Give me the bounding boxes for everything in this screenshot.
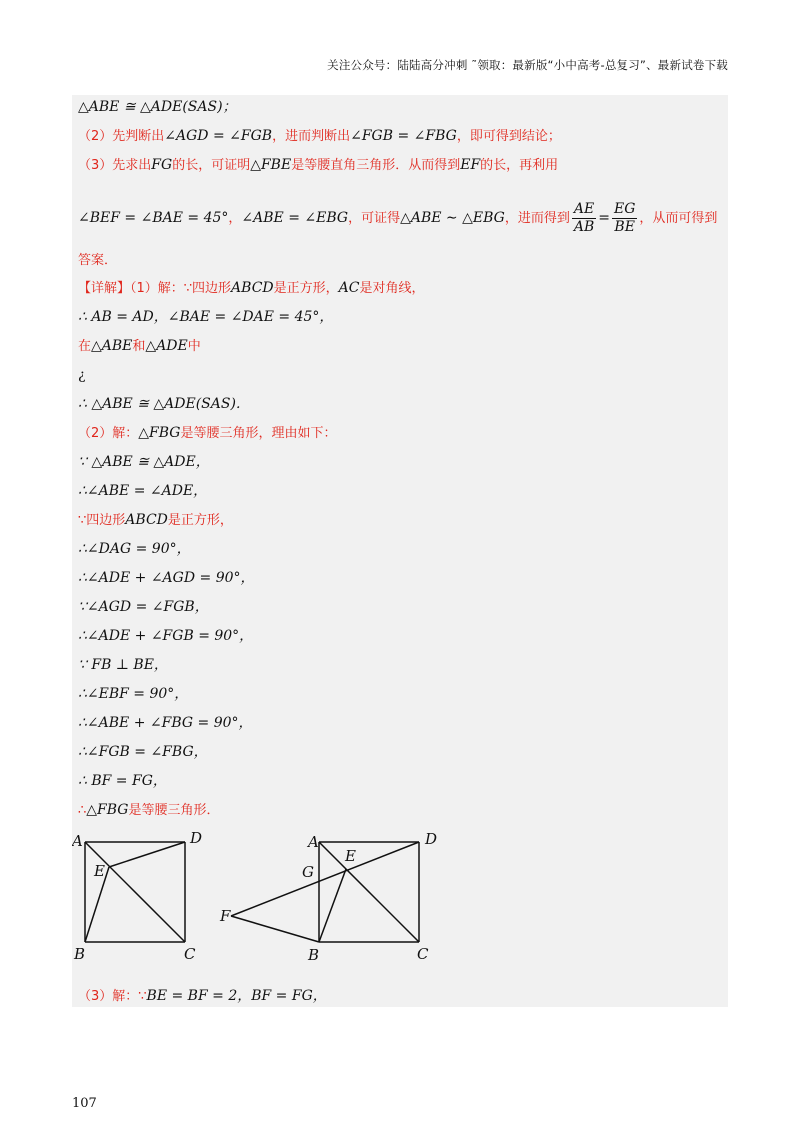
math: △FBG — [138, 425, 181, 441]
fraction-eg-be — [612, 201, 637, 236]
text: ，可证得 — [348, 211, 401, 226]
math: AC — [338, 280, 360, 296]
line-13: ∴∠ABE = ∠ADE， — [78, 483, 208, 499]
label-d: D — [190, 829, 203, 847]
text: ，进而判断出 — [272, 129, 351, 144]
text: ，进而得到 — [504, 211, 570, 226]
math: △ABE — [91, 338, 133, 354]
line-16: ∴∠ADE + ∠AGD = 90°， — [78, 570, 255, 586]
line-18: ∴∠ADE + ∠FGB = 90°， — [78, 628, 254, 644]
line-15: ∴∠DAG = 90°， — [78, 541, 191, 557]
line-22: ∴∠FGB = ∠FBG， — [78, 744, 208, 760]
label-a: A — [308, 833, 319, 851]
line-7: ∴ AB = AD，∠BAE = ∠DAE = 45°， — [78, 309, 334, 325]
label-b: B — [74, 945, 86, 963]
page-number: 107 — [72, 1096, 97, 1111]
math: △FBG — [86, 802, 129, 818]
math: BE = BF = 2，BF = FG， — [146, 988, 327, 1004]
denominator: BE — [614, 218, 635, 235]
math: ∠AGD = ∠FGB — [164, 128, 273, 144]
line-8 — [78, 336, 201, 357]
math: ABCD — [231, 280, 274, 296]
solution-panel — [72, 95, 728, 1007]
math: ∠ABE = ∠EBG — [241, 210, 349, 226]
equals: = — [598, 210, 610, 226]
text: ∵四边形 — [78, 513, 126, 528]
label-b: B — [308, 946, 320, 964]
label-c: C — [184, 945, 196, 963]
diagonal-ac — [319, 842, 419, 942]
line-1: △ABE ≅ △ADE(SAS)； — [78, 99, 237, 115]
math: △ABE ∼ △EBG — [400, 210, 505, 226]
text: （2）解： — [78, 426, 139, 441]
figure-square-1 — [72, 829, 222, 964]
fraction-ae-ab — [572, 201, 596, 236]
text: 是正方形， — [273, 281, 339, 296]
line-23: ∴ BF = FG， — [78, 773, 167, 789]
text: 是对角线， — [359, 281, 425, 296]
line-14 — [78, 510, 233, 531]
text: 的长，可证明 — [172, 158, 251, 173]
line-25 — [78, 986, 327, 1007]
line-10: ∴ △ABE ≅ △ADE(SAS)． — [78, 396, 250, 412]
text: （3）解：∵ — [78, 989, 147, 1004]
label-g: G — [302, 863, 314, 881]
text: （3）先求出 — [78, 158, 152, 173]
math: FG — [151, 157, 173, 173]
math: ∠BEF = ∠BAE = 45° — [78, 210, 229, 226]
line-19: ∵ FB ⊥ BE， — [78, 657, 168, 673]
line-11 — [78, 423, 337, 444]
figure-square-2 — [214, 829, 454, 964]
text: 是正方形， — [167, 513, 233, 528]
line-5: 答案． — [78, 253, 118, 268]
text: （2）先判断出 — [78, 129, 165, 144]
line-24 — [78, 800, 220, 821]
text: ∴ — [78, 803, 87, 818]
line-9: ¿ — [78, 367, 86, 383]
numerator: EG — [613, 200, 636, 217]
numerator: AE — [572, 201, 596, 219]
text: ， — [228, 211, 242, 226]
text: 【详解】（1）解：∵四边形 — [78, 281, 232, 296]
text: 中 — [187, 339, 201, 354]
diagonal-ac — [85, 842, 185, 942]
text: 是等腰直角三角形．从而得到 — [291, 158, 461, 173]
text: 是等腰三角形． — [128, 803, 220, 818]
segment-df — [231, 842, 419, 916]
math: EF — [460, 157, 481, 173]
denominator: AB — [573, 218, 595, 235]
text: 和 — [132, 339, 146, 354]
page-header: 关注公众号：陆陆高分冲刺 ˜领取：最新版“小中高考-总复习”、最新试卷下载 — [327, 58, 728, 72]
line-21: ∴∠ABE + ∠FBG = 90°， — [78, 715, 253, 731]
line-17: ∵∠AGD = ∠FGB， — [78, 599, 209, 615]
text: 在 — [78, 339, 92, 354]
line-6 — [78, 278, 425, 299]
math: △ADE — [145, 338, 188, 354]
math: ABCD — [125, 512, 168, 528]
label-d: D — [425, 830, 438, 848]
math: ∠FGB = ∠FBG — [350, 128, 457, 144]
text: ，从而可得到 — [639, 211, 718, 226]
label-a: A — [72, 832, 83, 850]
segment-fb — [231, 916, 319, 942]
line-4 — [78, 199, 717, 238]
line-3 — [78, 155, 558, 176]
text: ，即可得到结论； — [456, 129, 561, 144]
segment-de — [109, 842, 185, 867]
label-e: E — [94, 862, 105, 880]
math: △FBE — [250, 157, 292, 173]
label-f: F — [220, 907, 231, 925]
text: 是等腰三角形，理由如下： — [180, 426, 337, 441]
line-2 — [78, 126, 561, 147]
label-e: E — [345, 847, 356, 865]
text: 的长，再利用 — [480, 158, 559, 173]
line-12: ∵ △ABE ≅ △ADE， — [78, 454, 210, 470]
label-c: C — [417, 945, 429, 963]
line-20: ∴∠EBF = 90°， — [78, 686, 189, 702]
